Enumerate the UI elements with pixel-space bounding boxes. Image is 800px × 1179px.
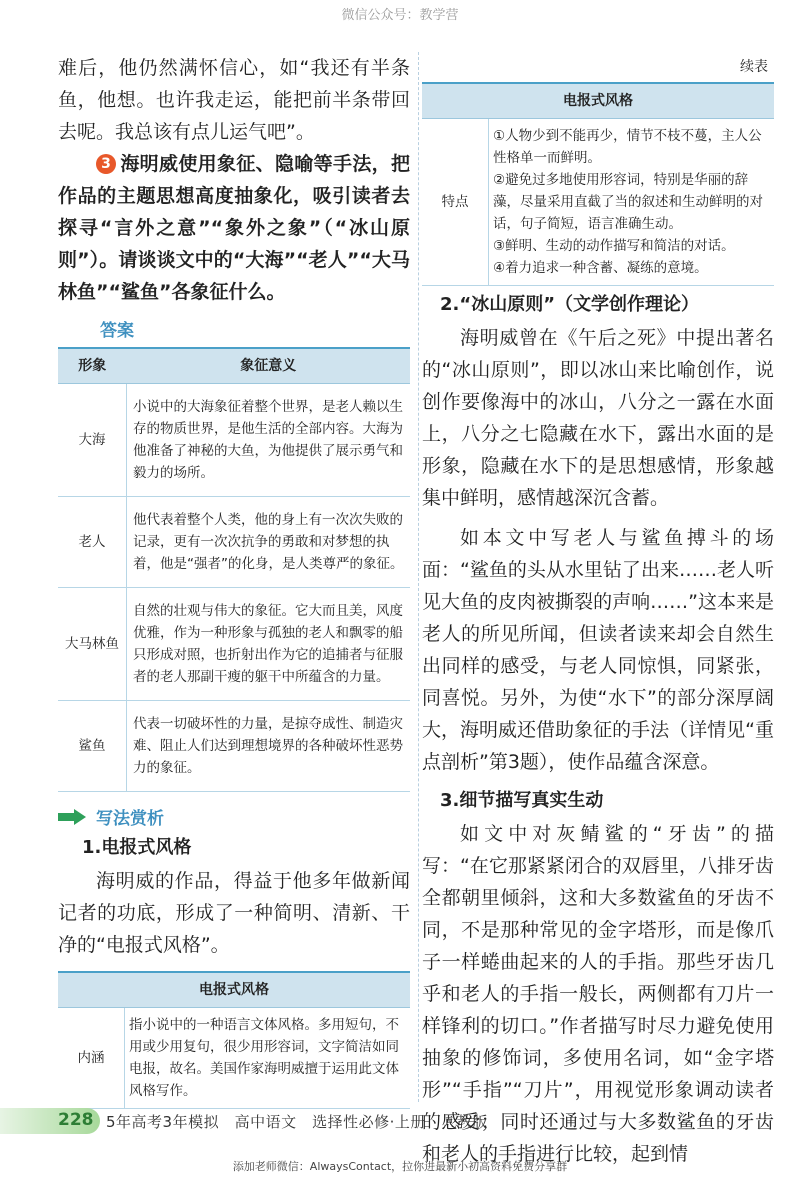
header-image: 形象 (58, 348, 127, 384)
row-key: 特点 (422, 119, 489, 286)
book-info: 5年高考3年模拟 高中语文 选择性必修·上册 人教版 (106, 1113, 488, 1131)
section-title: 写法赏析 (96, 809, 164, 829)
feature-item: ④着力追求一种含蓄、凝练的意境。 (493, 260, 708, 276)
row-meaning: 小说中的大海象征着整个世界，是老人赖以生存的物质世界，是他生活的全部内容。大海为他准备了神秘的大鱼，为他提供了展示勇气和毅力的场所。 (127, 384, 411, 497)
row-value: 指小说中的一种语言文体风格。多用短句，不用或少用复句，很少用形容词，文字简洁如同电报，故名。美国作家海明威擅于运用此文体风格写作。 (125, 1008, 411, 1109)
page-number: 228 (58, 1110, 94, 1130)
style-table-continued (422, 82, 774, 286)
row-meaning: 自然的壮观与伟大的象征。它大而且美，风度优雅，作为一种形象与孤独的老人和飘零的船只形成对照，也折射出作为它的追捕者与征服者的老人那副干瘦的躯干中所蕴含的力量。 (127, 588, 411, 701)
question-text: 海明威使用象征、隐喻等手法，把作品的主题思想高度抽象化，吸引读者去探寻“言外之意”“象外之象”（“冰山原则”）。请谈谈文中的“大海”“老人”“大马林鱼”“鲨鱼”各象征什么。 (58, 153, 410, 303)
question-3 (58, 148, 410, 308)
table-row (422, 119, 774, 286)
feature-item: ③鲜明、生动的动作描写和简洁的对话。 (493, 238, 735, 254)
feature-item: ①人物少到不能再少，情节不枝不蔓，主人公性格单一而鲜明。 (493, 128, 762, 166)
column-divider (418, 52, 419, 1102)
subheading-telegraphic: 1.电报式风格 (82, 837, 192, 858)
page-footer (0, 1108, 800, 1134)
question-number-badge: 3 (96, 154, 116, 174)
row-meaning: 他代表着整个人类，他的身上有一次次失败的记录，更有一次次抗争的勇敢和对梦想的执着，他是“强者”的化身，是人类尊严的象征。 (127, 497, 411, 588)
answer-label: 答案 (100, 321, 134, 341)
continued-label: 续表 (740, 59, 768, 75)
row-key: 内涵 (58, 1008, 125, 1109)
iceberg-paragraph-1: 海明威曾在《午后之死》中提出著名的“冰山原则”，即以冰山来比喻创作，说创作要像海中的冰山，八分之一露在水面上，八分之七隐藏在水下，露出水面的是形象，隐藏在水下的是思想感情，形象越集中鲜明，感情越深沉含蓄。 (422, 327, 774, 509)
style-table-title: 电报式风格 (422, 83, 774, 119)
right-column (422, 52, 774, 1170)
subheading-details: 3.细节描写真实生动 (440, 790, 604, 811)
intro-paragraph: 难后，他仍然满怀信心，如“我还有半条鱼，他想。也许我走运，能把前半条带回去呢。我总该有点儿运气吧”。 (58, 57, 410, 143)
table-row (58, 384, 410, 497)
symbol-table (58, 347, 410, 792)
table-row (58, 588, 410, 701)
table-row (58, 1008, 410, 1109)
arrow-icon (58, 809, 88, 825)
style-table-title: 电报式风格 (58, 972, 410, 1008)
features-cell (489, 119, 775, 286)
telegraphic-paragraph: 海明威的作品，得益于他多年做新闻记者的功底，形成了一种简明、清新、干净的“电报式风格”。 (58, 870, 410, 956)
feature-item: ②避免过多地使用形容词，特别是华丽的辞藻，尽量采用直截了当的叙述和生动鲜明的对话，句子简短，语言准确生动。 (493, 172, 763, 232)
row-image: 大海 (58, 384, 127, 497)
details-paragraph: 如文中对灰鲭鲨的“牙齿”的描写：“在它那紧紧闭合的双唇里，八排牙齿全都朝里倾斜，这和大多数鲨鱼的牙齿不同，不是那种常见的金字塔形，而是像爪子一样蜷曲起来的人的手指。那些牙齿几乎和老人的手指一般长，两侧都有刀片一样锋利的切口。”作者描写时尽力避免使用抽象的修饰词，多使用名词，如“金字塔形”“手指”“刀片”，用视觉形象调动读者的感受；同时还通过与大多数鲨鱼的牙齿和老人的手指进行比较，起到情 (422, 823, 774, 1165)
symbol-table-header (58, 348, 410, 384)
style-table (58, 971, 410, 1109)
row-image: 老人 (58, 497, 127, 588)
bottom-watermark: 添加老师微信：AlwaysContact，拉你进最新小初高资料免费分享群 (232, 1160, 568, 1173)
row-image: 鲨鱼 (58, 701, 127, 792)
table-row (58, 701, 410, 792)
iceberg-paragraph-2: 如本文中写老人与鲨鱼搏斗的场面：“鲨鱼的头从水里钻了出来……老人听见大鱼的皮肉被撕裂的声响……”这本来是老人的所见所闻，但读者读来却会自然生出同样的感受，与老人同惊惧，同紧张，同喜悦。另外，为使“水下”的部分深厚阔大，海明威还借助象征的手法（详情见“重点剖析”第3题），使作品蕴含深意。 (422, 527, 774, 773)
row-meaning: 代表一切破坏性的力量，是掠夺成性、制造灾难、阻止人们达到理想境界的各种破坏性恶势力的象征。 (127, 701, 411, 792)
top-watermark: 微信公众号：教学营 (341, 8, 459, 23)
left-column (58, 52, 410, 1109)
subheading-iceberg: 2.“冰山原则”（文学创作理论） (440, 294, 700, 315)
table-row (58, 497, 410, 588)
header-meaning: 象征意义 (127, 348, 411, 384)
section-heading (58, 804, 410, 829)
row-image: 大马林鱼 (58, 588, 127, 701)
